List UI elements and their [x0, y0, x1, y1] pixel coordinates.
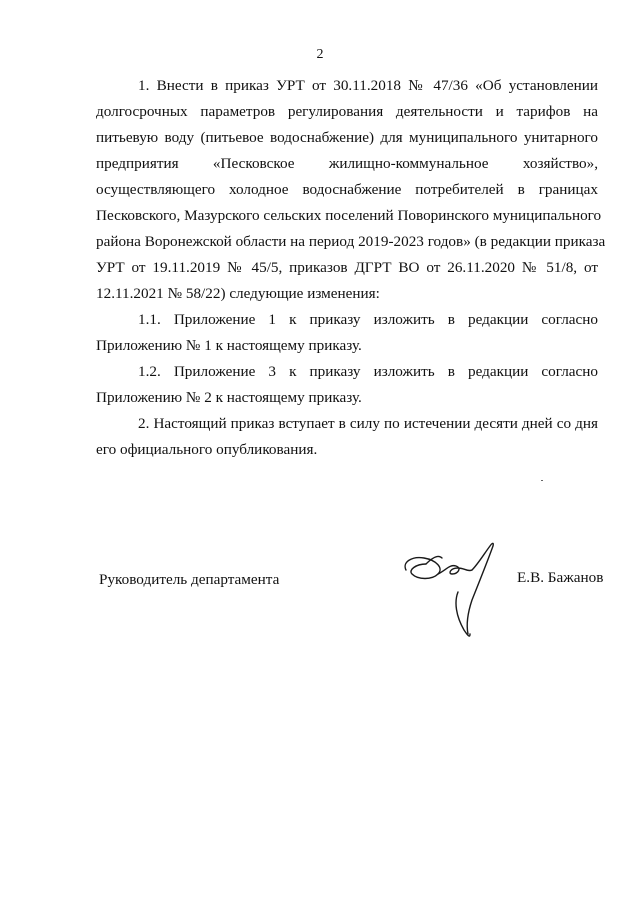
paragraph-1-line-4: предприятия «Песковское жилищно-коммунальное хозяйство»,	[96, 155, 598, 172]
paragraph-1-line-1: 1. Внести в приказ УРТ от 30.11.2018 № 47/36 «Об установлении	[138, 77, 598, 94]
paragraph-1-line-8: УРТ от 19.11.2019 № 45/5, приказов ДГРТ ВО от 26.11.2020 № 51/8, от	[96, 259, 598, 276]
paragraph-2-line-1: 2. Настоящий приказ вступает в силу по истечении десяти дней со дня	[138, 415, 598, 432]
paragraph-1-line-2: долгосрочных параметров регулирования деятельности и тарифов на	[96, 103, 598, 120]
item-1-1-line-1: 1.1. Приложение 1 к приказу изложить в редакции согласно	[138, 311, 598, 328]
paragraph-1-line-9: 12.11.2021 № 58/22) следующие изменения:	[96, 285, 380, 302]
paragraph-1-line-7: района Воронежской области на период 2019-2023 годов» (в редакции приказа	[96, 233, 606, 250]
paragraph-1-line-6: Песковского, Мазурского сельских поселений Поворинского муниципального	[96, 207, 602, 224]
paragraph-1-line-3: питьевую воду (питьевое водоснабжение) для муниципального унитарного	[96, 129, 598, 146]
item-1-2-line-2: Приложению № 2 к настоящему приказу.	[96, 389, 362, 406]
signatory-name: Е.В. Бажанов	[517, 569, 604, 586]
paragraph-1-line-5: осуществляющего холодное водоснабжение потребителей в границах	[96, 181, 598, 198]
item-1-1-line-2: Приложению № 1 к настоящему приказу.	[96, 337, 362, 354]
handwritten-signature	[398, 540, 508, 645]
scan-speck	[541, 480, 543, 481]
item-1-2-line-1: 1.2. Приложение 3 к приказу изложить в редакции согласно	[138, 363, 598, 380]
page-number: 2	[316, 47, 324, 62]
signatory-position: Руководитель департамента	[99, 571, 280, 588]
paragraph-2-line-2: его официального опубликования.	[96, 441, 318, 458]
